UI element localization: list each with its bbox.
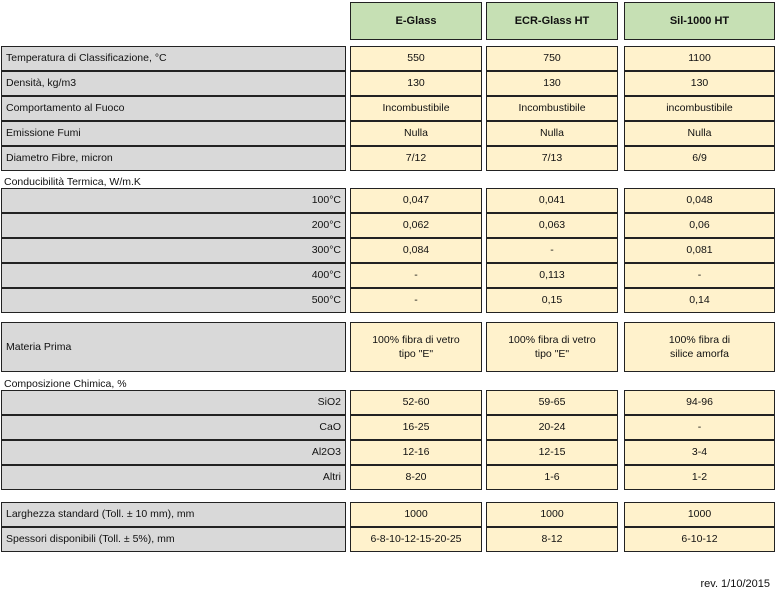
column-header-1: E-Glass bbox=[350, 2, 482, 40]
row-value: 0,048 bbox=[624, 188, 775, 213]
row-value: - bbox=[624, 263, 775, 288]
row-value: Nulla bbox=[486, 121, 618, 146]
row-value: 130 bbox=[350, 71, 482, 96]
row-value-materia-prima bbox=[350, 322, 482, 372]
row-value: 7/13 bbox=[486, 146, 618, 171]
row-value: 1000 bbox=[624, 502, 775, 527]
row-label: 500°C bbox=[1, 288, 346, 313]
row-value: 52-60 bbox=[350, 390, 482, 415]
row-value: 750 bbox=[486, 46, 618, 71]
row-value: incombustibile bbox=[624, 96, 775, 121]
materia-prima-line: silice amorfa bbox=[670, 348, 729, 360]
row-value: - bbox=[486, 238, 618, 263]
row-value: 130 bbox=[624, 71, 775, 96]
row-label: Diametro Fibre, micron bbox=[1, 146, 346, 171]
row-value: 12-15 bbox=[486, 440, 618, 465]
row-value: Incombustibile bbox=[350, 96, 482, 121]
column-header-3: Sil-1000 HT bbox=[624, 2, 775, 40]
row-value: 0,041 bbox=[486, 188, 618, 213]
row-value: 8-12 bbox=[486, 527, 618, 552]
materia-prima-line: 100% fibra di vetro bbox=[372, 333, 460, 346]
column-header-2: ECR-Glass HT bbox=[486, 2, 618, 40]
row-value: 12-16 bbox=[350, 440, 482, 465]
row-value: 6/9 bbox=[624, 146, 775, 171]
row-value: - bbox=[350, 288, 482, 313]
materia-prima-line: 100% fibra di vetro bbox=[508, 333, 596, 346]
row-label: Emissione Fumi bbox=[1, 121, 346, 146]
row-value: 130 bbox=[486, 71, 618, 96]
materia-prima-line: tipo "E" bbox=[398, 348, 434, 360]
row-value: Nulla bbox=[624, 121, 775, 146]
row-label: Spessori disponibili (Toll. ± 5%), mm bbox=[1, 527, 346, 552]
row-value: 0,081 bbox=[624, 238, 775, 263]
row-value: 16-25 bbox=[350, 415, 482, 440]
row-value: 0,14 bbox=[624, 288, 775, 313]
materia-prima-line: tipo "E" bbox=[534, 348, 570, 360]
row-value: 20-24 bbox=[486, 415, 618, 440]
row-label: SiO2 bbox=[1, 390, 346, 415]
row-value: - bbox=[350, 263, 482, 288]
row-value: 59-65 bbox=[486, 390, 618, 415]
row-value: 0,06 bbox=[624, 213, 775, 238]
row-value: 8-20 bbox=[350, 465, 482, 490]
row-value-materia-prima bbox=[624, 322, 775, 372]
row-label: Altri bbox=[1, 465, 346, 490]
row-label-materia-prima: Materia Prima bbox=[1, 322, 346, 372]
row-value: 1-2 bbox=[624, 465, 775, 490]
row-value: 0,047 bbox=[350, 188, 482, 213]
row-value: 6-10-12 bbox=[624, 527, 775, 552]
row-value: - bbox=[624, 415, 775, 440]
row-value: 0,113 bbox=[486, 263, 618, 288]
revision-label: rev. 1/10/2015 bbox=[700, 578, 770, 590]
row-label: CaO bbox=[1, 415, 346, 440]
row-value-materia-prima bbox=[486, 322, 618, 372]
row-value: 0,063 bbox=[486, 213, 618, 238]
row-value: 1000 bbox=[486, 502, 618, 527]
row-label: Temperatura di Classificazione, °C bbox=[1, 46, 346, 71]
row-value: 7/12 bbox=[350, 146, 482, 171]
row-value: 3-4 bbox=[624, 440, 775, 465]
row-value: 94-96 bbox=[624, 390, 775, 415]
row-value: 0,084 bbox=[350, 238, 482, 263]
row-label: Densità, kg/m3 bbox=[1, 71, 346, 96]
row-value: 1000 bbox=[350, 502, 482, 527]
row-label: 400°C bbox=[1, 263, 346, 288]
row-value: Incombustibile bbox=[486, 96, 618, 121]
section-title-conducibilita: Conducibilità Termica, W/m.K bbox=[4, 176, 141, 188]
row-label: 300°C bbox=[1, 238, 346, 263]
row-label: Al2O3 bbox=[1, 440, 346, 465]
row-label: Larghezza standard (Toll. ± 10 mm), mm bbox=[1, 502, 346, 527]
row-value: 1-6 bbox=[486, 465, 618, 490]
section-title-composizione: Composizione Chimica, % bbox=[4, 378, 127, 390]
row-value: 0,062 bbox=[350, 213, 482, 238]
row-value: 6-8-10-12-15-20-25 bbox=[350, 527, 482, 552]
row-value: 550 bbox=[350, 46, 482, 71]
row-value: 1100 bbox=[624, 46, 775, 71]
materia-prima-line: 100% fibra di bbox=[668, 333, 731, 346]
row-value: Nulla bbox=[350, 121, 482, 146]
row-value: 0,15 bbox=[486, 288, 618, 313]
row-label: 100°C bbox=[1, 188, 346, 213]
row-label: Comportamento al Fuoco bbox=[1, 96, 346, 121]
row-label: 200°C bbox=[1, 213, 346, 238]
